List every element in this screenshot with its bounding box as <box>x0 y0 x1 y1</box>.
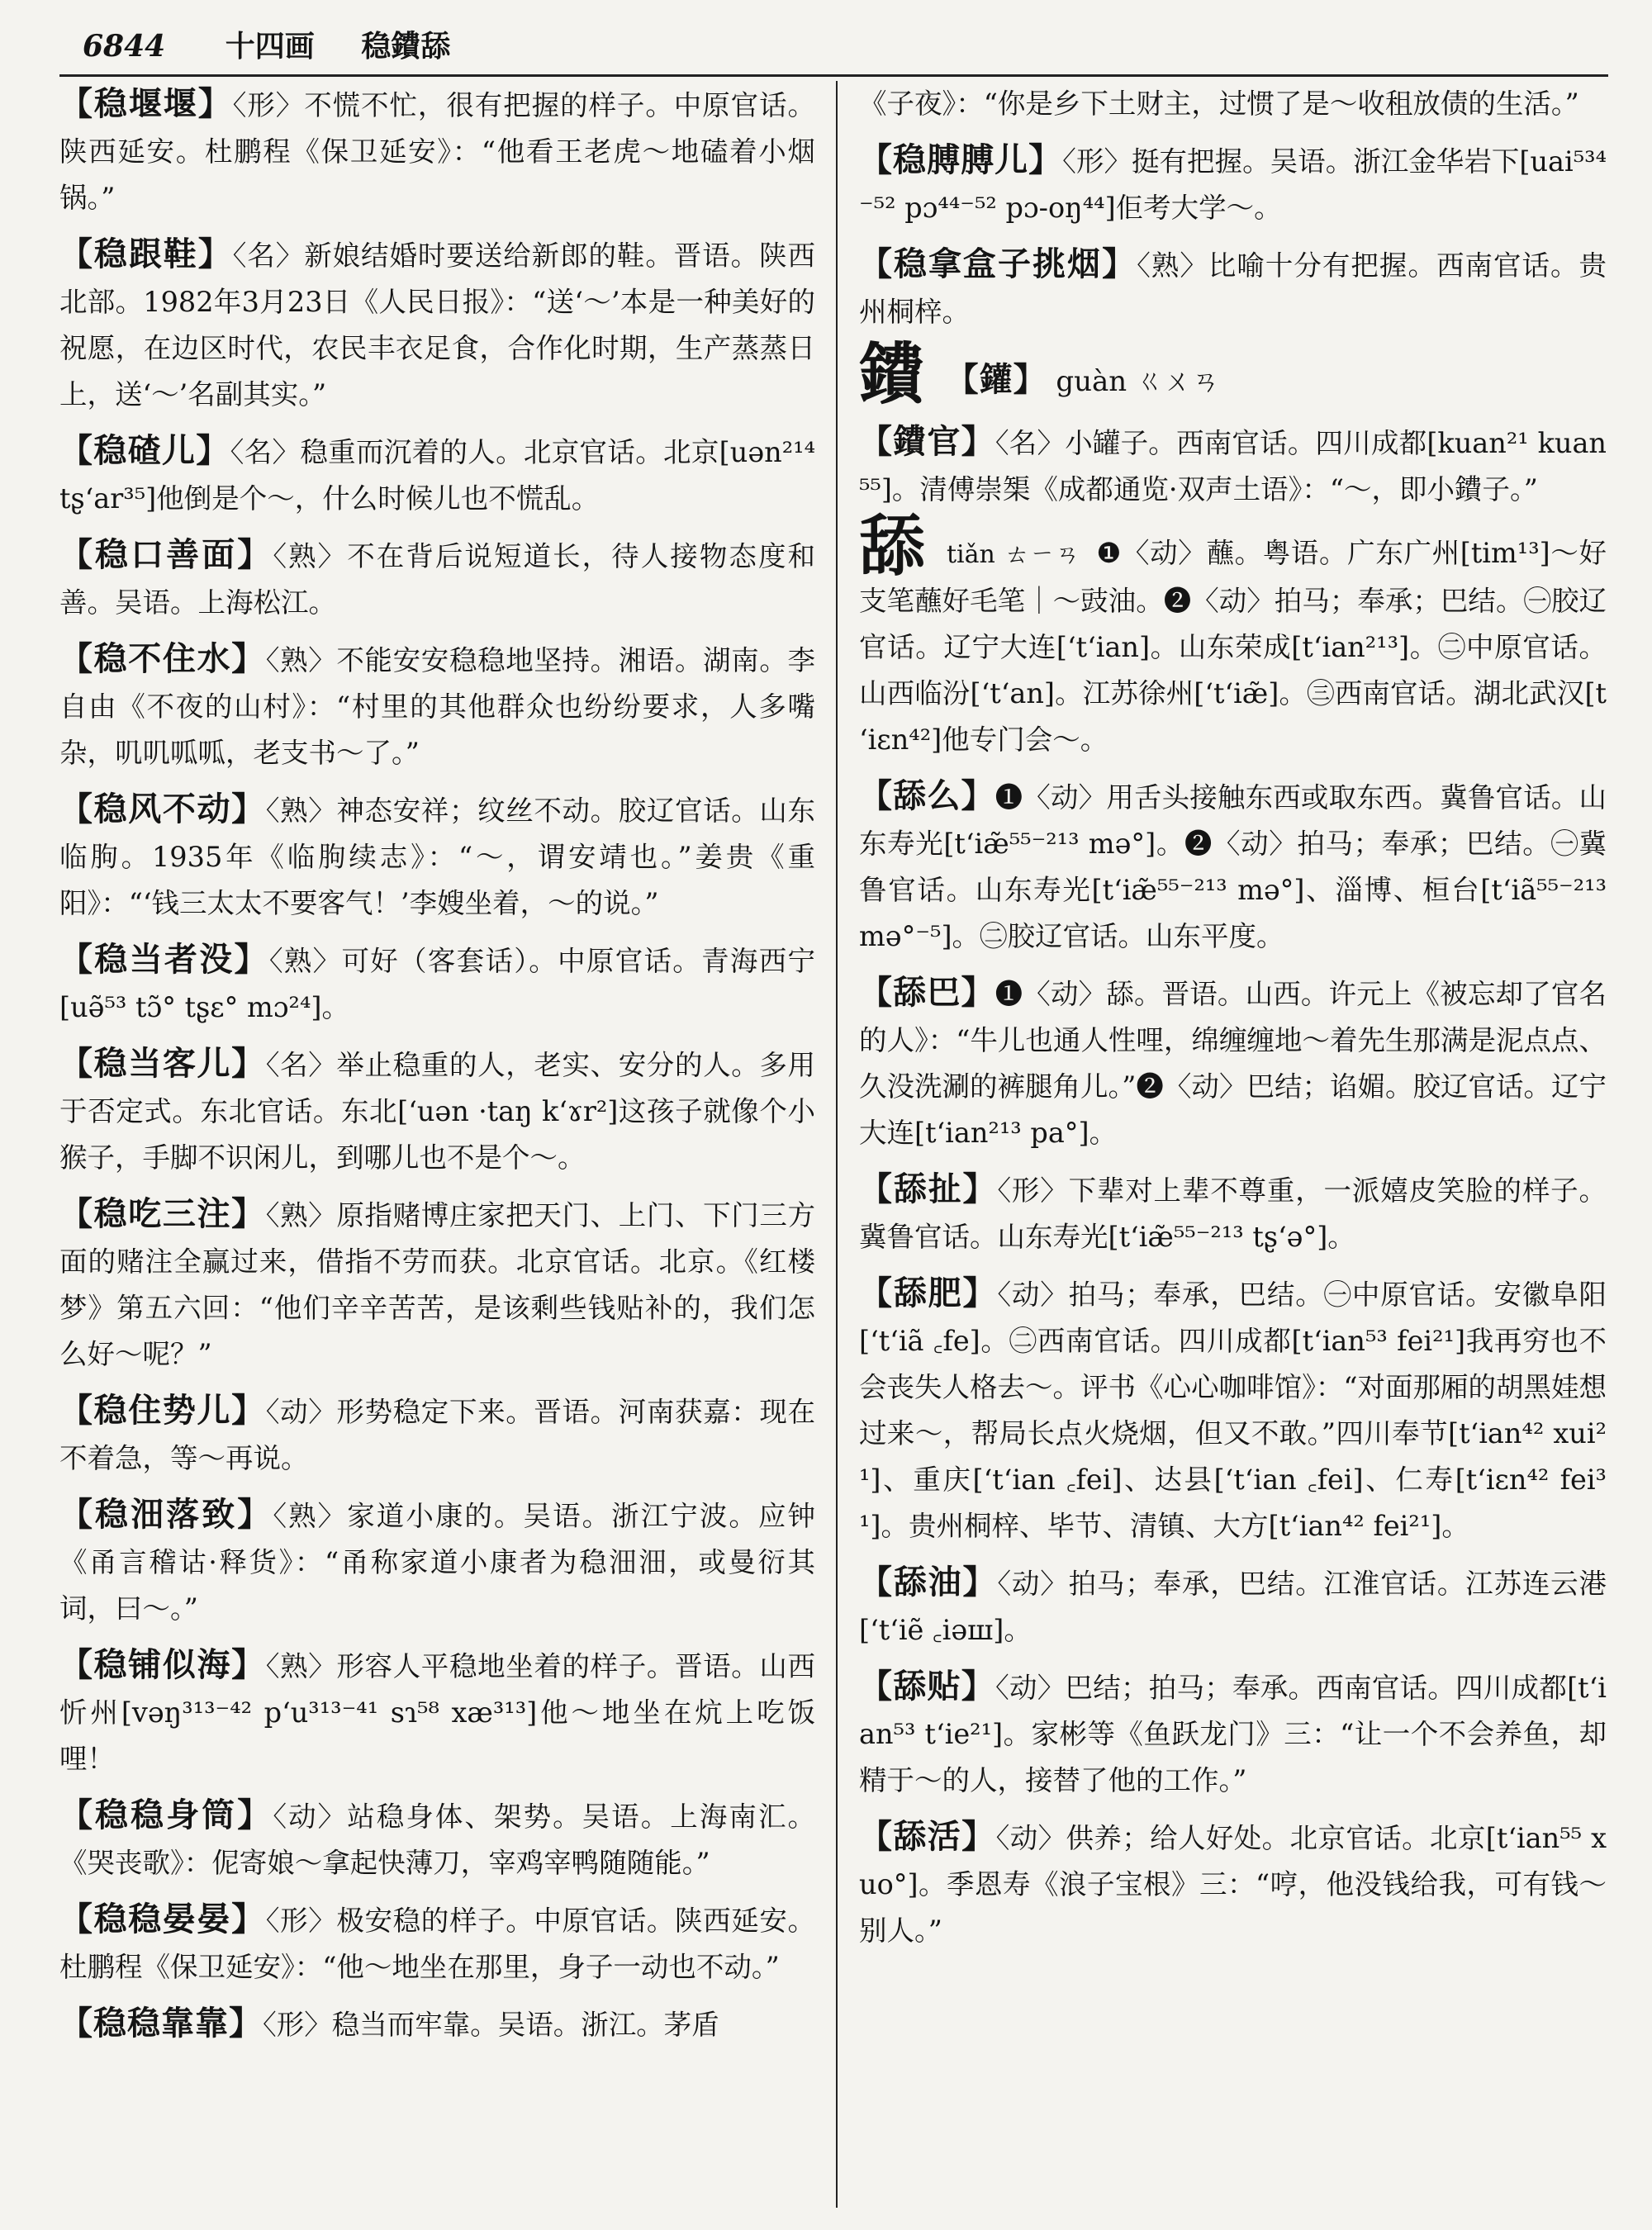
dictionary-entry <box>59 231 815 418</box>
zhuyin: ㄊㄧㄢ <box>1004 540 1081 569</box>
dictionary-entry <box>59 1896 815 1990</box>
entry-headword: 【舔活】 <box>859 1817 996 1856</box>
definition: ❶〈动〉蘸。粤语。广东广州[tim¹³]～好支笔蘸好毛笔｜～豉油。❷〈动〉拍马；奉承；巴结。㊀胶辽官话。辽宁大连[ʻtʻian]。山东荣成[tʻian²¹³]。㊁中原官话。山西临汾[ʻtʻan]。江苏徐州[ʻtʻiæ̃]。㊂西南官话。湖北武汉[tʻiɛn⁴²]他专门会～。 <box>859 537 1607 756</box>
entry-definition: 〈动〉巴结；拍马；奉承。西南官话。四川成都[tʻian⁵³ tʻie²¹]。家彬等《鱼跃龙门》三：“让一个不会养鱼，却精于～的人，接替了他的工作。” <box>859 1672 1607 1796</box>
entry-definition: 〈动〉形势稳定下来。晋语。河南获嘉：现在不着急，等～再说。 <box>59 1396 815 1474</box>
entry-headword: 【稳不住水】 <box>59 639 266 678</box>
left-column <box>59 81 815 2212</box>
dictionary-entry <box>59 2000 815 2048</box>
dictionary-entry <box>859 1559 1607 1654</box>
entry-definition: 〈名〉新娘结婚时要送给新郎的鞋。晋语。陕西北部。1982年3月23日《人民日报》：“送‘～’本是一种美好的祝愿，在边区时代，农民丰衣足食，合作化时期，生产蒸蒸日上，送‘～’名副其实。” <box>59 240 815 410</box>
dictionary-entry <box>859 1663 1607 1804</box>
entry-definition: 〈名〉举止稳重的人，老实、安分的人。多用于否定式。东北官话。东北[ʻuən ·taŋ kʻɤr²]这孩子就像个小猴子，手脚不识闲儿，到哪儿也不是个～。 <box>59 1049 815 1174</box>
entry-headword: 【稳稳靠靠】 <box>59 2004 263 2043</box>
entry-headword: 【鐨官】 <box>859 422 995 461</box>
entry-definition: 〈名〉小罐子。西南官话。四川成都[kuan²¹ kuan⁵⁵]。清傅崇榘《成都通览·双声土语》：“～，即小鐨子。” <box>859 427 1607 505</box>
entry-headword: 【稳拿盒子挑烟】 <box>859 244 1137 283</box>
dictionary-entry <box>859 970 1607 1156</box>
page-number: 6844 <box>83 29 166 64</box>
head-character: 舔 <box>859 507 926 585</box>
dictionary-entry <box>59 1388 815 1482</box>
variant-form: 【鑵】 <box>945 360 1047 399</box>
entry-headword: 【稳沺落致】 <box>59 1495 273 1534</box>
continued-text: 《子夜》：“你是乡下土财主，过惯了是～收租放债的生活。” <box>859 88 1579 120</box>
dictionary-entry <box>859 419 1607 513</box>
dictionary-entry <box>859 1270 1607 1549</box>
dictionary-entry <box>59 428 815 522</box>
entry-headword: 【稳稳身筒】 <box>59 1796 273 1834</box>
entry-headword: 【稳风不动】 <box>59 790 266 828</box>
entry-definition: 〈熟〉比喻十分有把握。西南官话。贵州桐梓。 <box>859 249 1607 328</box>
entry-definition: 〈熟〉可好（客套话）。中原官话。青海西宁[uə̃⁵³ tɔ̃° tʂɛ° mɔ²⁴]。 <box>59 945 815 1023</box>
entry-headword: 【稳堰堰】 <box>59 84 233 123</box>
entry-definition: 〈动〉拍马；奉承，巴结。江淮官话。江苏连云港[ʻtʻiẽ ꜀iəш]。 <box>859 1568 1607 1646</box>
entry-headword: 【稳跟鞋】 <box>59 235 233 273</box>
entry-headword: 【舔贴】 <box>859 1667 996 1706</box>
dictionary-entry <box>859 1814 1607 1954</box>
dictionary-entry <box>59 1492 815 1632</box>
dictionary-entry <box>59 532 815 626</box>
zhuyin: ㄍㄨㄢ <box>1135 365 1220 398</box>
entry-definition: ❶〈动〉用舌头接触东西或取东西。冀鲁官话。山东寿光[tʻiæ̃⁵⁵⁻²¹³ mə°]。❷〈动〉拍马；奉承；巴结。㊀冀鲁官话。山东寿光[tʻiæ̃⁵⁵⁻²¹³ mə°]、淄博、桓台[tʻiã⁵⁵⁻²¹³ mə°⁻⁵]。㊁胶辽官话。山东平度。 <box>859 781 1607 952</box>
dictionary-entry <box>859 1166 1607 1260</box>
entry-definition: 〈形〉极安稳的样子。中原官话。陕西延安。杜鹏程《保卫延安》：“他～地坐在那里，身子一动也不动。” <box>59 1905 815 1983</box>
dictionary-entry <box>59 1642 815 1782</box>
dictionary-entry <box>59 786 815 927</box>
entry-headword: 【稳住势儿】 <box>59 1391 266 1430</box>
entry-headword: 【稳当者没】 <box>59 940 269 979</box>
page-header <box>83 21 1611 71</box>
dictionary-entry <box>59 81 815 221</box>
character-heading-guan <box>859 335 1607 413</box>
entry-definition: 〈形〉下辈对上辈不尊重，一派嬉皮笑脸的样子。冀鲁官话。山东寿光[tʻiæ̃⁵⁵⁻²¹³ tʂʻə°]。 <box>859 1174 1607 1253</box>
entry-definition: 〈熟〉家道小康的。吴语。浙江宁波。应钟《甬言稽诂·释货》：“甬称家道小康者为稳沺沺，或曼衍其词，曰～。” <box>59 1500 815 1625</box>
entry-definition: 〈动〉站稳身体、架势。吴语。上海南汇。《哭丧歌》：伲寄娘～拿起快薄刀，宰鸡宰鸭随随能。” <box>59 1801 815 1879</box>
entry-definition: 〈动〉拍马；奉承，巴结。㊀中原官话。安徽阜阳[ʻtʻiã ꜀fe]。㊁西南官话。四川成都[tʻian⁵³ fei²¹]我再穷也不会丧失人格去～。评书《心心咖啡馆》：“对面那厢的胡黑娃想过来～，帮局长点火烧烟，但又不敢。”四川奉节[tʻian⁴² xui²¹]、重庆[ʻtʻian ꜀fei]、达县[ʻtʻian ꜀fei]、仁寿[tʻiɛn⁴² fei³¹]。贵州桐梓、毕节、清镇、大方[tʻian⁴² fei²¹]。 <box>859 1279 1607 1542</box>
entry-headword: 【稳吃三注】 <box>59 1194 266 1233</box>
dictionary-entry <box>859 241 1607 335</box>
entry-headword: 【舔扯】 <box>859 1170 998 1208</box>
entry-definition: 〈熟〉不在背后说短道长，待人接物态度和善。吴语。上海松江。 <box>59 540 815 619</box>
head-character: 鐨 <box>859 335 925 413</box>
entry-headword: 【舔巴】 <box>859 973 995 1012</box>
entry-definition: ❶〈动〉舔。晋语。山西。许元上《被忘却了官名的人》：“牛儿也通人性哩，绵缠缠地～着先生那满是泥点点、久没洗涮的裤腿角儿。”❷〈动〉巴结；谄媚。胶辽官话。辽宁大连[tʻian²¹³ pa°]。 <box>859 978 1607 1149</box>
dictionary-entry <box>59 1041 815 1181</box>
entry-definition: 〈熟〉原指赌博庄家把天门、上门、下门三方面的赌注全赢过来，借指不劳而获。北京官话。北京。《红楼梦》第五六回：“他们辛辛苦苦，是该剩些钱贴补的，我们怎么好～呢？” <box>59 1199 815 1370</box>
dictionary-entry <box>859 137 1607 231</box>
dictionary-entry <box>859 773 1607 960</box>
entry-headword: 【稳碴儿】 <box>59 431 230 470</box>
entry-headword: 【稳铺似海】 <box>59 1645 266 1684</box>
section-stroke-count: 十四画 <box>225 29 315 64</box>
dictionary-entry <box>59 1191 815 1378</box>
entry-definition: 〈熟〉神态安祥；纹丝不动。胶辽官话。山东临朐。1935年《临朐续志》：“～，谓安靖也。”姜贵《重阳》：“‘钱三太太不要客气！’李嫂坐着，～的说。” <box>59 795 815 919</box>
column-divider <box>836 81 838 2208</box>
entry-definition: 〈熟〉形容人平稳地坐着的样子。晋语。山西忻州[vəŋ³¹³⁻⁴² pʻu³¹³⁻⁴¹ sɿ⁵⁸ xæ³¹³]他～地坐在炕上吃饭哩！ <box>59 1650 815 1775</box>
entry-headword: 【稳当客儿】 <box>59 1044 266 1083</box>
dictionary-entry <box>59 937 815 1031</box>
dictionary-entry <box>59 636 815 776</box>
character-heading-tian <box>859 507 1607 763</box>
header-rule <box>59 74 1608 77</box>
pinyin: guàn <box>1056 365 1127 398</box>
entry-headword: 【稳口善面】 <box>59 535 273 574</box>
entry-definition: 〈形〉不慌不忙，很有把握的样子。中原官话。陕西延安。杜鹏程《保卫延安》：“他看王老虎～地磕着小烟锅。” <box>59 89 815 214</box>
pinyin: tiǎn <box>946 540 995 569</box>
entry-headword: 【舔么】 <box>859 776 995 815</box>
dictionary-entry <box>59 1792 815 1886</box>
entry-definition: 〈熟〉不能安安稳稳地坚持。湘语。湖南。李自由《不夜的山村》：“村里的其他群众也纷纷要求，人多嘴杂，叽叽呱呱，老支书～了。” <box>59 644 815 769</box>
entry-definition: 〈形〉稳当而牢靠。吴语。浙江。茅盾 <box>263 2009 719 2041</box>
right-column <box>859 81 1607 2212</box>
entry-definition: 〈名〉稳重而沉着的人。北京官话。北京[uən²¹⁴ tʂʻar³⁵]他倒是个～，什么时候儿也不慌乱。 <box>59 436 815 515</box>
entry-definition: 〈动〉供养；给人好处。北京官话。北京[tʻian⁵⁵ xuo°]。季恩寿《浪子宝根》三：“哼，他没钱给我，可有钱～别人。” <box>859 1822 1607 1947</box>
entry-headword: 【舔肥】 <box>859 1274 998 1312</box>
entry-headword: 【舔油】 <box>859 1563 998 1601</box>
entry-headword: 【稳稳晏晏】 <box>59 1900 266 1938</box>
entry-definition: 〈形〉挺有把握。吴语。浙江金华岩下[uai⁵³⁴⁻⁵² pɔ⁴⁴⁻⁵² pɔ-oŋ⁴⁴]佢考大学～。 <box>859 145 1607 224</box>
section-characters: 稳鐨舔 <box>361 29 451 64</box>
entry-headword: 【稳膊膊儿】 <box>859 140 1063 179</box>
